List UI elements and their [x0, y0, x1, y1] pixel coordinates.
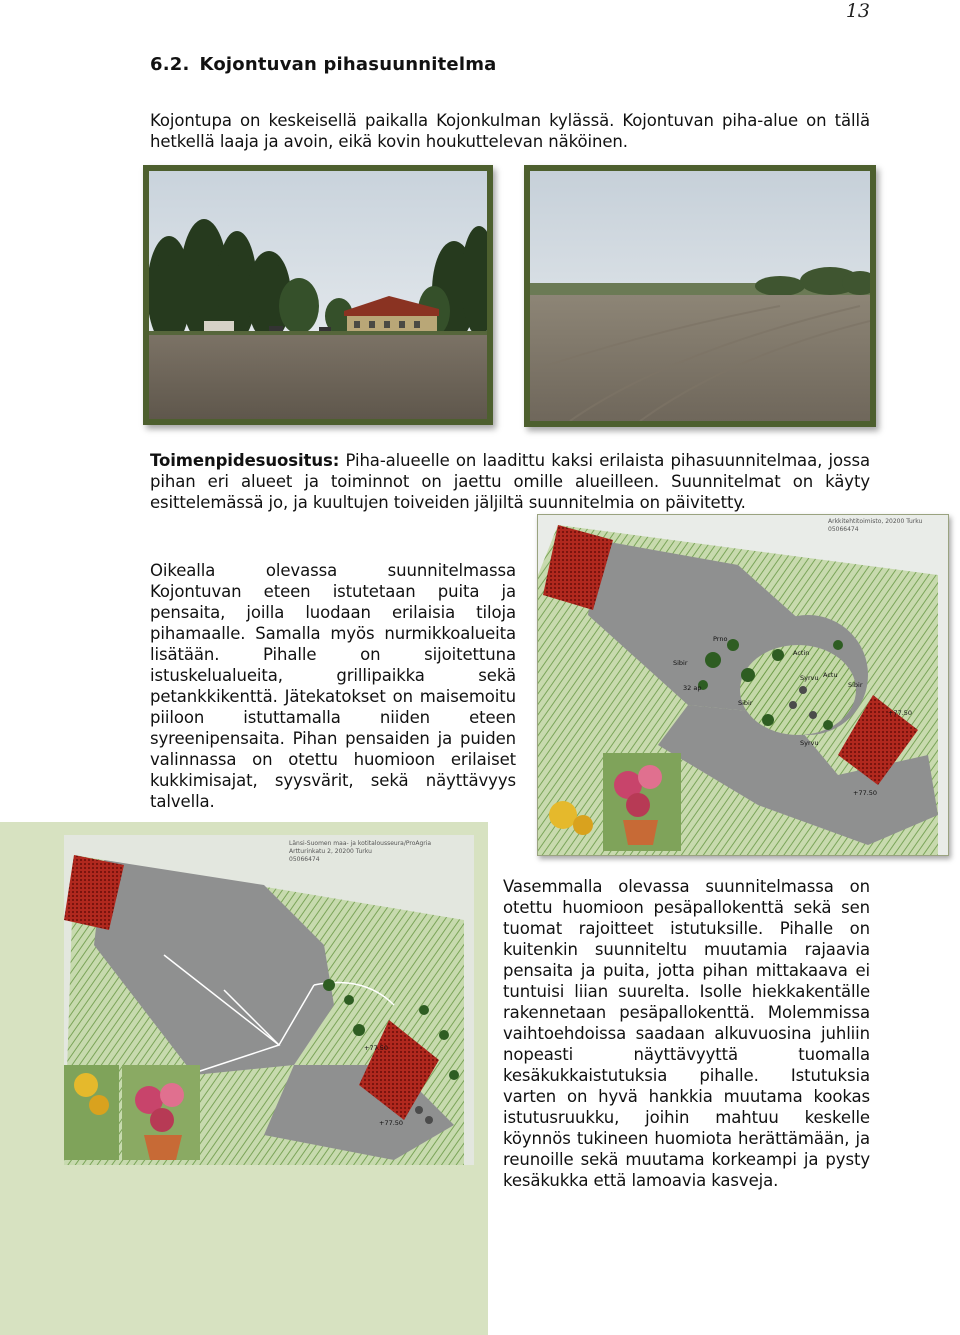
section-title: Kojontuvan pihasuunnitelma — [199, 54, 497, 75]
page-number: 13 — [845, 0, 870, 22]
plan-left-phone: 05066474 — [289, 856, 320, 863]
plan-right-plant-label: Sibir — [738, 699, 753, 707]
plan-right-header: Arkkitehtitoimisto, 20200 Turku — [828, 518, 923, 525]
plan-right-plant-label: Actu — [823, 671, 838, 679]
yard-photo-field — [524, 165, 876, 427]
plan-right-plant-label: Sibir — [673, 659, 688, 667]
recommendation-paragraph — [150, 450, 870, 513]
plan-left-elevation: +77.50 — [379, 1119, 404, 1127]
plan-right-plant-label: Actin — [793, 649, 810, 657]
yard-plan-right — [537, 514, 949, 856]
yard-plan-left-drawing — [64, 835, 474, 1165]
recommendation-label: Toimenpidesuositus: — [150, 451, 340, 470]
right-plan-description: Oikealla olevassa suunnitelmassa Kojontuvan eteen istutetaan puita ja pensaita, joilla luodaan erilaisia tiloja pihamaalle. Samalla myös nurmikkoalueita lisätään. Pihalle on sijoitettuna istuskelualueita, grillipaikka sekä petankkikenttä. Jätekatokset on maisemoitu piiloon istuttamalla niiden eteen syreenipensaita. Pihan pensaiden ja puiden valinnassa on otettu huomioon erilaiset kukkimisajat, syysvärit, sekä näyttävyys talvella. — [150, 561, 516, 811]
section-number: 6.2. — [150, 54, 190, 75]
yard-plan-right-drawing — [538, 515, 948, 855]
plan-right-elevation: +77.50 — [853, 789, 878, 797]
yard-photo-field-image — [530, 171, 870, 421]
plan-right-parking: 32 ap — [683, 684, 702, 692]
yard-photo-buildings-image — [149, 171, 487, 419]
plan-right-plant-label: Syrvu — [800, 739, 819, 747]
yard-plan-left — [64, 835, 474, 1165]
yard-photo-buildings — [143, 165, 493, 425]
flower-photos — [64, 1065, 200, 1160]
plan-right-plant-label: Prno — [713, 635, 728, 643]
plan-right-plant-label: Syrvu — [800, 674, 819, 682]
recommendation-text: Piha-alueelle on laadittu kaksi erilaista pihasuunnitelmaa, jossa pihan eri alueet ja toiminnot on jaettu omille alueilleen. Suunnitelmat on käyty esittelemässä jo, ja kuultujen toiveiden jäljiltä suunnitelmia on päivitetty. — [150, 451, 870, 512]
section-heading — [150, 54, 497, 75]
plan-right-elevation: +77.50 — [888, 709, 913, 717]
plan-right-plant-label: Sibir — [848, 681, 863, 689]
plan-right-phone: 05066474 — [828, 526, 859, 533]
plan-left-header-1: Länsi-Suomen maa- ja kotitalousseura/ProAgria — [289, 840, 432, 847]
left-plan-description: Vasemmalla olevassa suunnitelmassa on otettu huomioon pesäpallokenttä sekä sen tuomat rajoitteet istutuksille. Pihalle on kuitenkin suunniteltu muutamia rajaavia pensaita ja puita, jotta pihan mittakaava ei tuntuisi liian suurelta. Isolle hiekkakentälle rakennetaan pesäpallokenttä. Molemmissa vaihtoehdoissa saadaan alkuvuosina juhliin nopeasti näyttävyyttä tuomalla kesäkukkaistutuksia pihalle. Istutuksia varten on hyvä hankkia muutama kookas istutusruukku, joihin mahtuu keskelle köynnös tukineen huomiota herättämään, ja reunoille sekä muutama korkeampi ja pysty kesäkukka että lamoavia kasveja. — [503, 877, 870, 1190]
plan-left-elevation: +77.50 — [364, 1044, 389, 1052]
intro-paragraph: Kojontupa on keskeisellä paikalla Kojonkulman kylässä. Kojontuvan piha-alue on tällä hetkellä laaja ja avoin, eikä kovin houkuttelevan näköinen. — [150, 111, 870, 151]
plan-left-header-2: Artturinkatu 2, 20200 Turku — [289, 848, 372, 855]
